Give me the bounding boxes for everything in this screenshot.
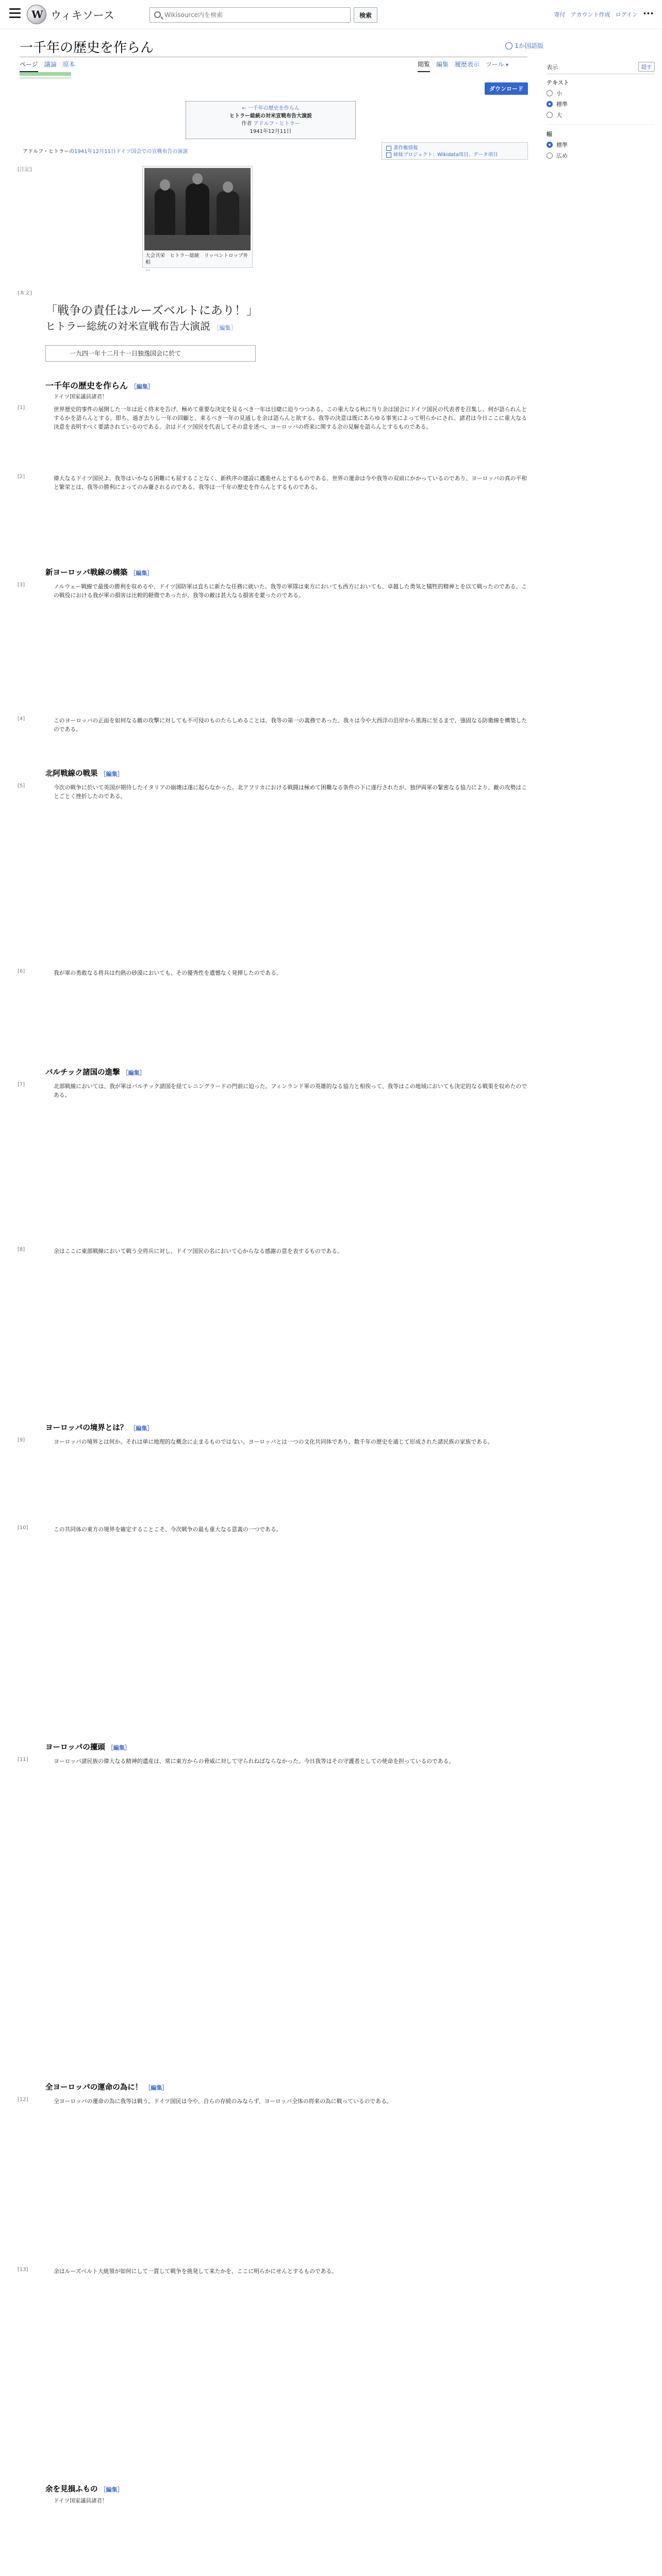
search-button[interactable]: 検索 [354,7,377,23]
section-heading [45,379,154,391]
section-subtitle: ドイツ国家議員諸君！ [54,2498,108,2504]
wikisource-logo[interactable] [27,5,46,24]
appearance-title: 表示 [547,63,558,71]
paragraph-number: [13] [18,2267,28,2273]
edit-link[interactable]: ［編集］ [130,570,153,577]
radio-icon[interactable] [547,152,553,159]
paragraph: 北部戦線においては、我が軍はバルチック諸国を経てレニングラードの門前に迫った。フィンランド軍の英雄的なる協力と相俟って、我等はこの地域においても決定的なる戦果を収めたのである。 [54,1083,527,1098]
site-header [0,0,662,29]
site-name[interactable]: ウィキソース [51,9,114,22]
edit-link[interactable]: ［編集］ [130,383,154,390]
header-work-title: ヒトラー総統の対米宣戦布告大演説 [229,113,312,119]
paragraph: 世界歴史的事件の展開した一年は近く終末を告げ、極めて重要な決定を見るべき一年は目睫に迫りつつある。この重大なる秋に当り余は国会にドイツ国民の代表者を召集し、何が語られんとするかを語らんとする。即ち、過ぎ去りし一年の回顧と、来るべき一年の見通しを余は語らんと欲する。我等の決意は既にあらゆる事実によって明らかにされ、諸君は今日ここに重大なる決意を表明すべく要請されているのである。余はドイツ国民を代表してその意を述べ、ヨーロッパの将来に関する余の見解を語らんとするものである。 [54,406,527,430]
radio-icon[interactable] [547,112,553,118]
paragraph-number: [4] [18,716,25,722]
section-heading [45,768,123,778]
paragraph: このヨーロッパの正面を如何なる敵の攻撃に対しても不可侵のものたらしめることは、我等の第一の義務であった。我々は今や大西洋の沿岸から黒海に至るまで、強固なる防衛線を構築したのである。 [54,717,527,733]
edit-link[interactable]: ［編集］ [145,2084,168,2091]
paragraph-number: [9] [18,1437,25,1443]
edit-link[interactable]: ［編集］ [213,325,237,331]
figure-shape [186,183,209,240]
language-icon [505,42,512,49]
tab-history[interactable]: 履歴表示 [455,61,480,68]
caption-line: 大会共栄 ヒトラー総統 リッベントロップ外相 [145,253,248,265]
headline-text: ヒトラー総統の対米宣戦布告大演説 [45,320,210,332]
paragraph-bold: ヨーロッパ諸民族の偉大なる精神的遺産は、常に東方からの脅威に対して守られねばならなかった。今日我等はその守護者としての使命を担っているのである。 [54,1758,455,1765]
edit-link[interactable]: ［編集］ [100,2486,123,2493]
section-title: ヨーロッパの擡頭 [45,1743,105,1752]
paragraph: この共同体の東方の境界を確定することこそ、今次戦争の最も重大なる意義の一つである。 [54,1526,282,1533]
headline-line-2 [45,318,258,336]
wikidata-label: 姉妹プロジェクト：Wikidata項目、データ項目 [393,152,498,158]
section-heading [45,567,153,578]
text-option-small[interactable] [547,89,655,97]
paragraph-bold: 我が軍の勇敢なる将兵は灼熱の砂漠においても、その優秀性を遺憾なく発揮したのである。 [54,970,282,976]
tab-read[interactable]: 閲覧 [418,60,430,72]
paragraph: 余はルーズベルト大統領が如何にして一貫して戦争を挑発して来たかを、ここに明らかにせんとするものである。 [54,2268,338,2275]
section-title: バルチック諸国の進撃 [45,1069,120,1077]
width-label: 幅 [547,131,552,138]
figure-shape [155,189,175,235]
user-links [554,10,654,19]
info-icon [386,146,391,151]
paragraph-number: [11] [18,1757,28,1762]
section-title: 北阿戦線の戦果 [45,770,98,778]
language-button[interactable] [505,41,543,50]
appearance-sidebar [547,60,655,162]
option-label: 標準 [556,142,568,148]
tab-page[interactable]: ページ [20,60,38,72]
edit-link[interactable]: ［編集］ [100,771,123,777]
historical-photo[interactable] [144,168,251,250]
edit-link[interactable]: ［編集］ [107,1744,130,1751]
download-button[interactable]: ダウンロード [485,82,528,95]
figure-head [160,179,170,191]
language-label: 1か国語版 [515,42,543,49]
author-prefix: 作者 [241,121,254,127]
paragraph: ノルウェー戦線で最後の勝利を収めるや、ドイツ国防軍は直ちに新たな任務に就いた。我等の軍隊は東方においても西方においても、卓越した勇気と犠牲的精神とを以て戦ったのである。この戦役における我が軍の損害は比較的軽微であったが、我等の敵は甚大なる損害を蒙ったのである。 [54,583,527,599]
info-box [382,142,528,160]
view-tabs [418,60,508,72]
more-icon[interactable]: ••• [642,10,654,17]
section-title: 全ヨーロッパの運命の為に！ [45,2083,143,2092]
work-header-box [186,101,356,139]
text-size-label: テキスト [547,79,569,86]
section-title: 新ヨーロッパ戦線の構築 [45,569,128,577]
width-option-wide[interactable] [547,151,655,160]
caption-line: ... [145,266,151,272]
figure-head [192,173,203,184]
edit-link[interactable]: ［編集］ [130,1425,153,1432]
paragraph-bold: ヨーロッパの境界とは何か。それは単に地理的な概念に止まるものではない。ヨーロッパとは一つの文化共同体であり、数千年の歴史を通じて形成された諸民族の家族である。 [54,1438,493,1445]
paragraph-number: [1] [18,405,25,411]
paragraph-number: [6] [18,969,25,974]
copyright-link[interactable] [386,145,523,151]
paragraph-number: [本文] [18,291,32,296]
quality-indicator [20,72,71,76]
edit-link[interactable]: ［編集］ [122,1070,145,1076]
option-label: 大 [556,112,562,118]
tab-source[interactable]: 原本 [62,61,75,68]
menu-icon[interactable] [9,8,21,19]
notes-prefix: アドルフ・ヒトラーの [23,149,74,155]
tab-talk[interactable]: 議論 [44,61,57,68]
section-title: 余を見損ふもの [45,2485,98,2494]
paragraph-number: [12] [18,2097,28,2103]
wikidata-link[interactable] [386,151,523,158]
search-icon [154,11,161,18]
namespace-tabs [20,60,75,72]
header-author-line [186,120,355,128]
login-link[interactable]: ログイン [615,11,638,18]
section-heading [45,1422,153,1433]
tab-tools[interactable]: ツール ▾ [486,60,508,72]
notes-link[interactable]: 1941年12月11日ドイツ国会での宣戦布告の演説 [74,149,188,155]
dateline-box: 一九四一年十二月十一日独逸国会に於て [45,345,256,362]
radio-icon[interactable] [547,90,553,96]
page-title: 一千年の歴史を作らん [20,40,154,56]
create-account-link[interactable]: アカウント作成 [570,11,610,18]
option-label: 広め [556,152,568,159]
article-headline [45,303,258,336]
section-title: 一千年の歴史を作らん [45,381,128,391]
section-heading [45,1066,145,1077]
header-date: 1941年12月11日 [250,129,292,134]
tab-edit[interactable]: 編集 [436,61,449,68]
paragraph-number: [3] [18,582,25,588]
radio-selected-icon[interactable] [547,142,553,148]
headline-line-1: 「戦争の責任はルーズベルトにあり！」 [45,304,258,317]
sidebar-divider [547,124,655,125]
paragraph-number: [10] [18,1525,28,1531]
photo-thumbnail[interactable] [142,166,253,272]
paragraph: 今次の戦争に於いて英国が期待したイタリアの崩壊は遂に起らなかった。北アフリカにおける戦闘は極めて困難なる条件の下に遂行されたが、独伊両軍の緊密なる協力により、敵の攻勢はことごとく挫折したのである。 [54,784,527,800]
quality-indicator-underline [20,77,71,79]
section-heading [45,1741,130,1752]
header-notes [23,147,188,155]
wikidata-icon [386,152,391,158]
paragraph-number: [8] [18,1247,25,1252]
text-option-large[interactable] [547,111,655,119]
copyright-label: 著作権情報 [393,145,418,151]
author-link[interactable]: アドルフ・ヒトラー [253,121,300,127]
section-heading [45,2483,123,2494]
appearance-header [547,60,655,74]
donate-link[interactable]: 寄付 [554,11,566,18]
header-parent-link[interactable]: ← 一千年の歴史を作らん [242,106,300,111]
width-option-standard[interactable] [547,141,655,149]
section-heading [45,2081,168,2092]
photo-table [144,235,251,250]
paragraph: 全ヨーロッパの運命の為に我等は戦う。ドイツ国民は今や、自らの存続のみならず、ヨーロッパ全体の将来の為に戦っているのである。 [54,2098,392,2105]
search-input[interactable] [164,10,345,20]
paragraph-bold: 偉大なるドイツ国民よ、我等はいかなる困難にも屈することなく、新秩序の建設に邁進せんとするものである。世界の運命は今や我等の双肩にかかっているのであり、ヨーロッパの真の平和と繁栄とは、我等の勝利によってのみ齎されるのである。我等は一千年の歴史を作らんとするものである。 [54,475,527,490]
section-subtitle: ドイツ国家議員諸君！ [54,394,108,400]
paragraph-number: [7] [18,1082,25,1088]
search-box[interactable] [150,7,351,23]
paragraph-number: [2] [18,474,25,480]
option-label: 小 [556,90,562,97]
radio-selected-icon[interactable] [547,101,553,107]
paragraph: 余はここに東部戦線において戦う全将兵に対し、ドイツ国民の名において心からなる感謝の意を表するものである。 [54,1248,343,1255]
option-label: 標準 [556,101,568,108]
paragraph-number: [注記] [18,167,32,173]
figure-head [223,181,233,193]
text-option-standard[interactable] [547,100,655,108]
hide-button[interactable]: 隠す [638,62,655,72]
section-title: ヨーロッパの境界とは？ [45,1424,128,1432]
paragraph-number: [5] [18,783,25,789]
photo-caption [144,250,251,273]
